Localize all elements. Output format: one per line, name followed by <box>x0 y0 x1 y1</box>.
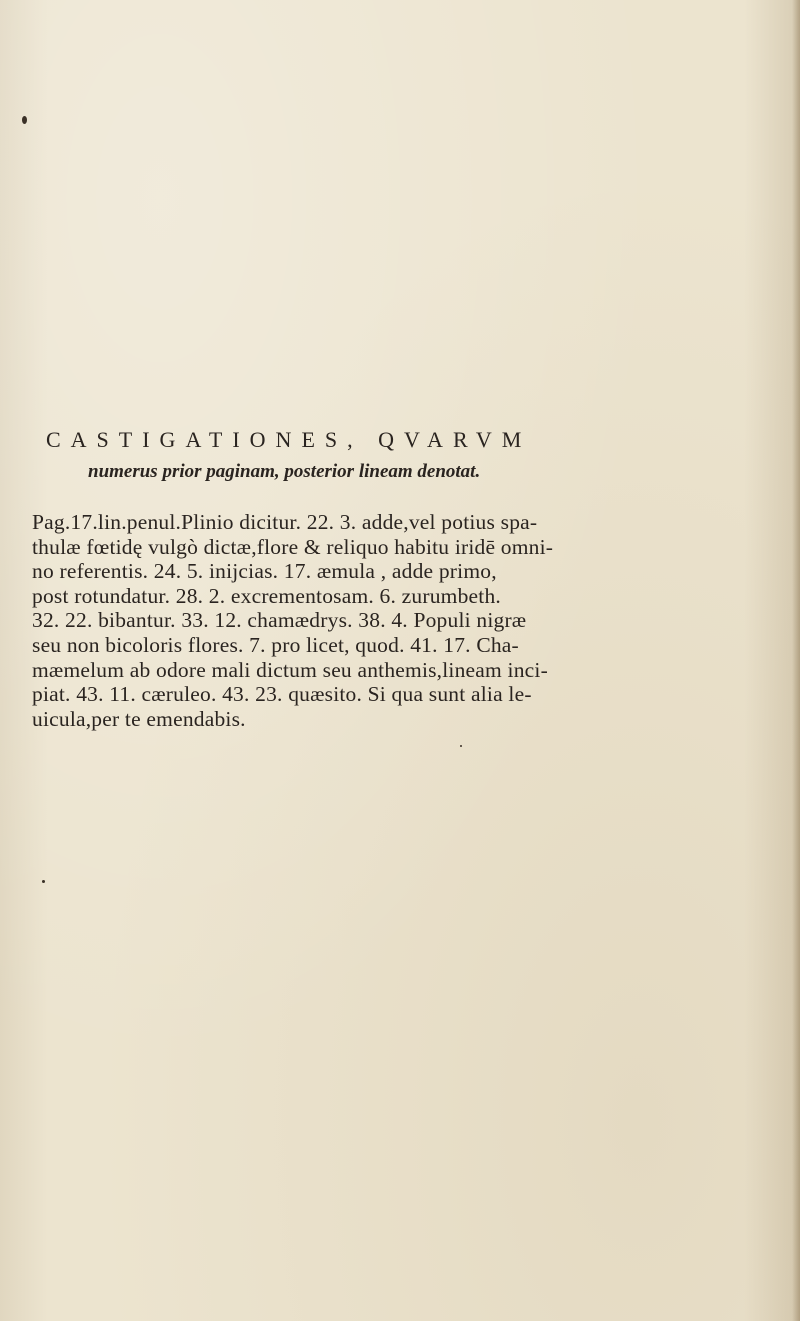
errata-line: no referentis. 24. 5. inijcias. 17. æmula , adde primo, <box>32 559 497 584</box>
errata-heading: CASTIGATIONES, QVARVM <box>46 427 532 452</box>
errata-subheading: numerus prior paginam, posterior lineam denotat. <box>88 461 481 482</box>
errata-line: piat. 43. 11. cæruleo. 43. 23. quæsito. Si qua sunt alia le- <box>32 682 532 707</box>
page-edge-shadow <box>792 0 800 1321</box>
errata-line: Pag.17.lin.penul.Plinio dicitur. 22. 3. adde,vel potius spa- <box>32 510 538 534</box>
errata-line: uicula,per te emendabis. <box>32 706 246 731</box>
ink-speck <box>42 880 45 883</box>
errata-line: 32. 22. bibantur. 33. 12. chamædrys. 38. 4. Populi nigræ <box>32 608 527 633</box>
errata-text <box>32 510 772 731</box>
errata-line: seu non bicoloris flores. 7. pro licet, quod. 41. 17. Cha- <box>32 632 519 657</box>
errata-line: mæmelum ab odore mali dictum seu anthemis,lineam inci- <box>32 657 548 682</box>
errata-line: thulæ fœtidę vulgò dictæ,flore & reliquo habitu iridē omni- <box>32 534 554 559</box>
ink-speck <box>460 745 462 747</box>
ink-speck <box>22 116 27 124</box>
errata-line: post rotundatur. 28. 2. excrementosam. 6. zurumbeth. <box>32 583 501 608</box>
